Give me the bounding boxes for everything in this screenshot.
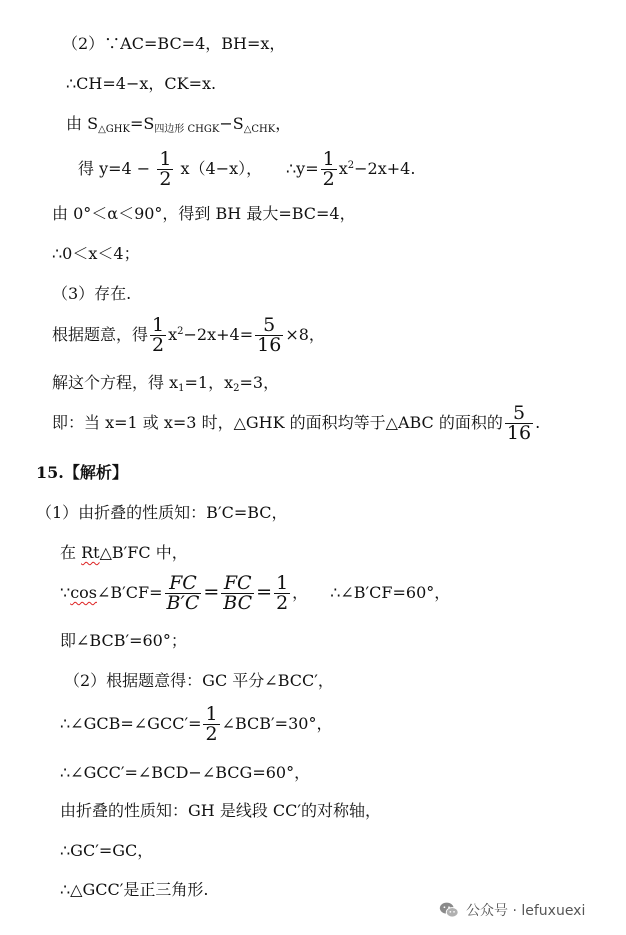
numerator: 5 bbox=[512, 402, 526, 424]
text: x bbox=[338, 159, 348, 178]
fraction-one-half bbox=[157, 150, 173, 189]
fraction-one-half bbox=[274, 574, 290, 613]
numerator: FC bbox=[169, 572, 197, 594]
heading-problem-15: 15.【解析】 bbox=[36, 463, 128, 482]
line-symmetry-axis: 由折叠的性质知：GH 是线段 CC′的对称轴， bbox=[60, 801, 382, 820]
line-part3-exists: （3）存在. bbox=[52, 284, 132, 303]
text: −2x+4= bbox=[183, 325, 254, 344]
text: Rt bbox=[81, 543, 100, 562]
denominator: 16 bbox=[506, 422, 532, 444]
text: ×8， bbox=[285, 325, 325, 344]
line-x-range: ∴0＜x＜4； bbox=[52, 244, 140, 263]
fraction-one-half bbox=[203, 705, 219, 744]
denominator: 2 bbox=[159, 168, 172, 190]
line-y-quadratic bbox=[286, 150, 415, 189]
line-angle-range: 由 0°＜α＜90°，得到 BH 最大=BC=4， bbox=[52, 204, 356, 223]
line-cos-equation bbox=[60, 574, 450, 613]
subscript: 2 bbox=[233, 383, 240, 394]
text: ∴∠GCB=∠GCC′= bbox=[60, 714, 202, 733]
line-solutions bbox=[52, 372, 279, 400]
numerator: 1 bbox=[152, 314, 165, 336]
text: −S bbox=[219, 114, 244, 133]
text: ∴y= bbox=[286, 159, 319, 178]
line-15-part2: （2）根据题意得：GC 平分∠BCC′， bbox=[64, 671, 334, 690]
text: x bbox=[168, 325, 178, 344]
fraction-one-half bbox=[150, 316, 166, 355]
text: = bbox=[203, 581, 220, 603]
fraction-one-half bbox=[321, 150, 337, 189]
numerator: 1 bbox=[205, 703, 218, 725]
line-angle-gcc: ∴∠GCC′=∠BCD−∠BCG=60°， bbox=[60, 763, 311, 782]
text: 根据题意，得 bbox=[52, 325, 149, 344]
text: = bbox=[256, 581, 273, 603]
numerator: 5 bbox=[263, 314, 276, 336]
denominator: 16 bbox=[257, 334, 282, 356]
superscript: 2 bbox=[177, 326, 184, 337]
text: 由 S bbox=[66, 114, 99, 133]
line-area-relation bbox=[66, 113, 291, 141]
denominator: 2 bbox=[205, 723, 218, 745]
line-right-triangle bbox=[60, 542, 188, 564]
text: x（4−x）， bbox=[180, 159, 263, 178]
text: =S bbox=[129, 114, 155, 133]
numerator: 1 bbox=[322, 148, 335, 170]
denominator: 2 bbox=[152, 334, 165, 356]
fraction-five-sixteenths bbox=[255, 316, 283, 355]
text: =1，x bbox=[184, 373, 234, 392]
numerator: 1 bbox=[159, 148, 172, 170]
watermark-text: 公众号 · lefuxuexi bbox=[466, 903, 586, 919]
subscript: 1 bbox=[178, 383, 185, 394]
text: 得 y=4 − bbox=[78, 159, 151, 178]
text: ∠BCB′=30°， bbox=[221, 714, 333, 733]
text: 解这个方程，得 x bbox=[52, 373, 179, 392]
text: ， bbox=[275, 114, 292, 133]
wechat-icon bbox=[438, 899, 460, 921]
line-y-expression bbox=[78, 150, 262, 189]
line-gc-equal: ∴GC′=GC， bbox=[60, 841, 154, 860]
text: −2x+4. bbox=[354, 159, 416, 178]
line-ch-ck: ∴CH=4−x，CK=x. bbox=[66, 74, 217, 93]
fraction-fc-over-bc bbox=[221, 574, 254, 613]
fraction-five-sixteenths bbox=[505, 404, 533, 443]
denominator: 2 bbox=[322, 168, 335, 190]
numerator: FC bbox=[223, 572, 252, 594]
fraction-fc-over-bprime-c bbox=[165, 574, 202, 613]
denominator: BC bbox=[223, 592, 253, 614]
text: 即：当 x=1 或 x=3 时，△GHK 的面积均等于△ABC 的面积的 bbox=[52, 413, 503, 432]
text: ∠B′CF= bbox=[97, 583, 163, 602]
superscript: 2 bbox=[347, 160, 355, 171]
denominator: 2 bbox=[276, 592, 289, 614]
line-15-part1: （1）由折叠的性质知：B′C=BC， bbox=[36, 503, 288, 522]
numerator: 1 bbox=[276, 572, 289, 594]
text: ∴∠B′CF=60°， bbox=[330, 583, 451, 602]
text: ∵ bbox=[60, 583, 71, 602]
watermark bbox=[438, 898, 585, 922]
line-angle-bcb: 即∠BCB′=60°； bbox=[60, 631, 187, 650]
line-equation bbox=[52, 316, 325, 355]
text: cos bbox=[70, 583, 97, 602]
text: 在 bbox=[60, 543, 82, 562]
text: =3， bbox=[239, 373, 280, 392]
subscript: △GHK bbox=[98, 124, 130, 135]
line-equilateral: ∴△GCC′是正三角形. bbox=[60, 880, 209, 899]
line-conclusion bbox=[52, 404, 540, 443]
text: △B′FC 中， bbox=[99, 543, 188, 562]
text: . bbox=[535, 413, 541, 432]
line-angle-gcb bbox=[60, 705, 332, 744]
subscript: 四边形 CHGK bbox=[154, 124, 220, 135]
denominator: B′C bbox=[166, 592, 200, 614]
subscript: △CHK bbox=[243, 124, 276, 135]
text: ， bbox=[292, 583, 309, 602]
line-part2-given: （2）∵AC=BC=4，BH=x， bbox=[62, 34, 286, 53]
